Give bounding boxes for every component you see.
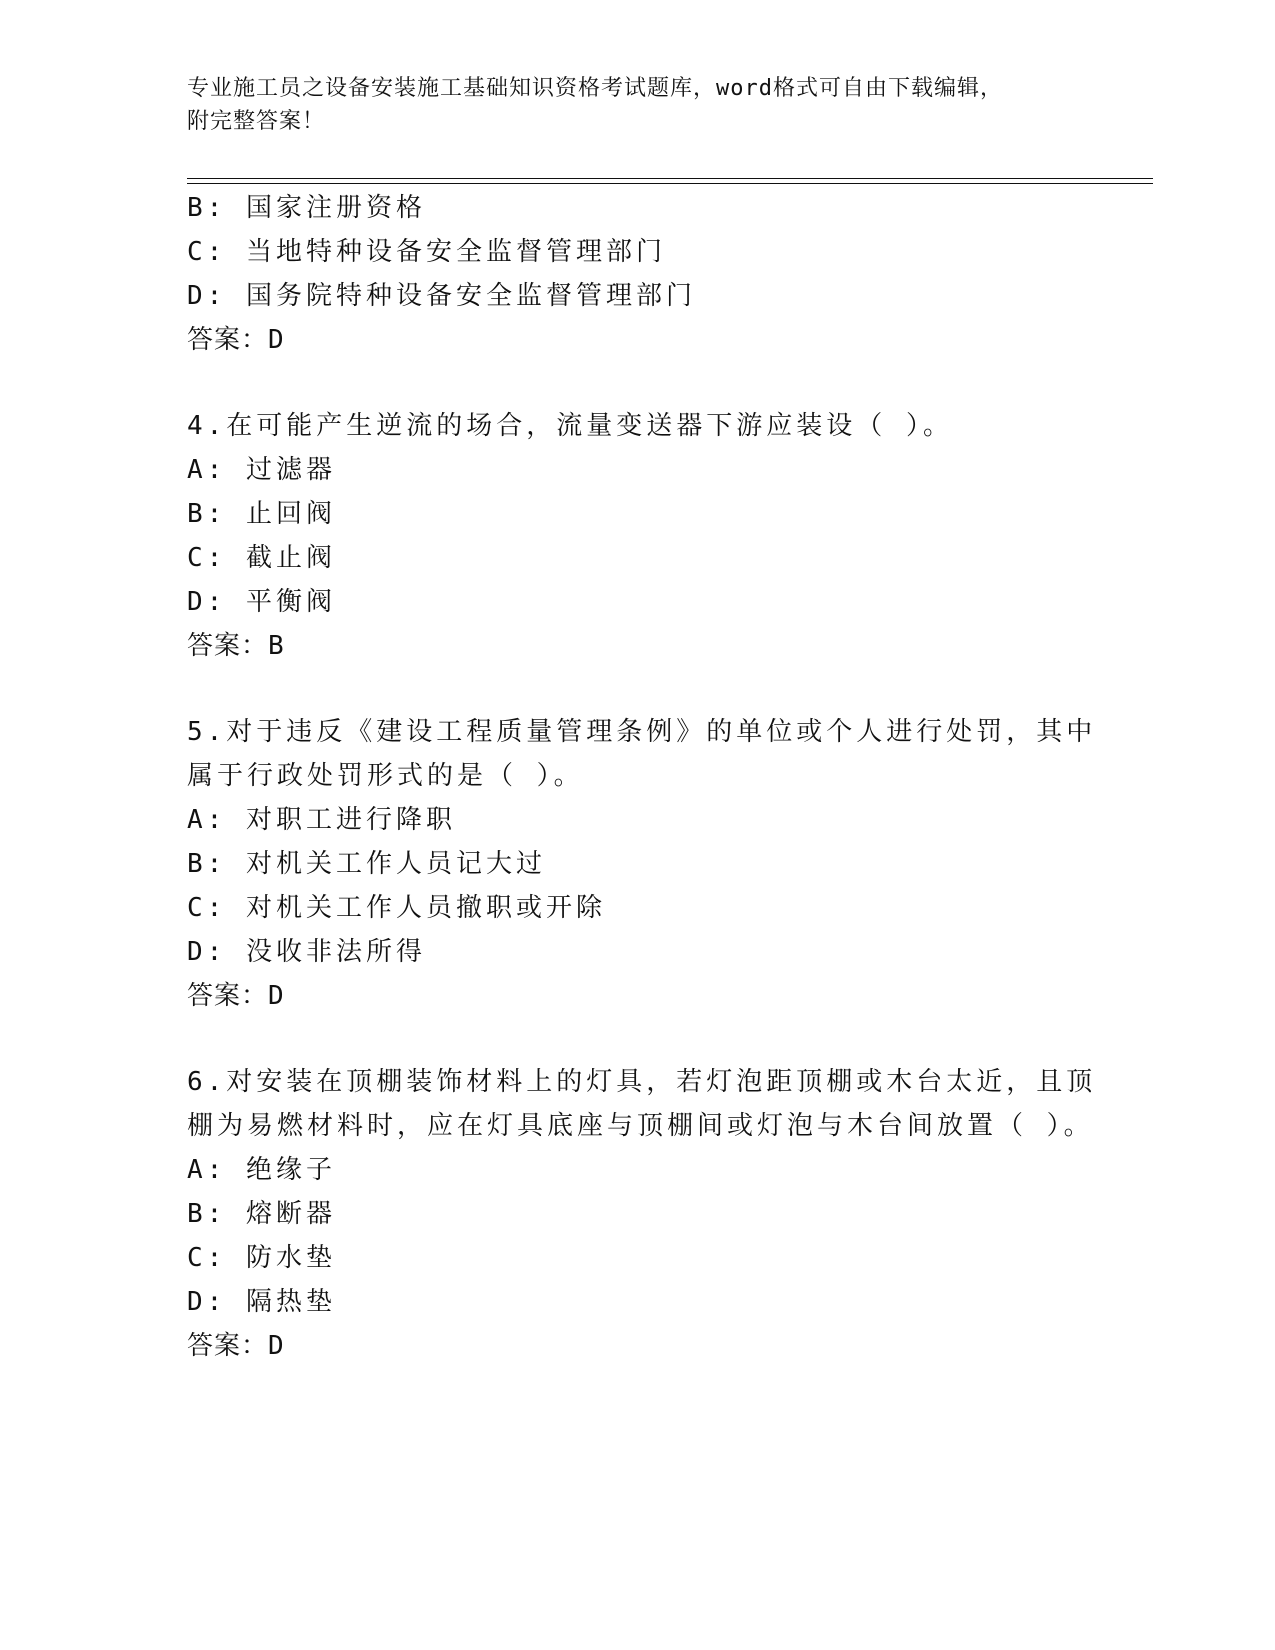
header-line-2: 附完整答案！ bbox=[187, 109, 326, 134]
q4-option-b: B: 止回阀 bbox=[187, 499, 336, 529]
q3-answer: 答案：D bbox=[187, 325, 285, 355]
header-line-1: 专业施工员之设备安装施工基础知识资格考试题库，word格式可自由下载编辑， bbox=[187, 76, 1003, 101]
q5-answer: 答案：D bbox=[187, 981, 285, 1011]
q6-option-a: A: 绝缘子 bbox=[187, 1155, 336, 1185]
q3-option-d: D: 国务院特种设备安全监督管理部门 bbox=[187, 281, 696, 311]
q6-option-d: D: 隔热垫 bbox=[187, 1287, 336, 1317]
q3-option-b: B: 国家注册资格 bbox=[187, 193, 426, 223]
q5-option-a: A: 对职工进行降职 bbox=[187, 805, 456, 835]
q5-question-line-2: 属于行政处罚形式的是（ ）。 bbox=[187, 761, 584, 791]
header-divider-top bbox=[187, 178, 1153, 179]
document-header bbox=[187, 72, 1067, 138]
q6-option-c: C: 防水垫 bbox=[187, 1243, 336, 1273]
q3-option-c: C: 当地特种设备安全监督管理部门 bbox=[187, 237, 666, 267]
q5-option-c: C: 对机关工作人员撤职或开除 bbox=[187, 893, 606, 923]
q6-question-line-2: 棚为易燃材料时，应在灯具底座与顶棚间或灯泡与木台间放置（ ）。 bbox=[187, 1111, 1094, 1141]
q4-answer: 答案：B bbox=[187, 631, 285, 661]
q5-question-line-1: 5.对于违反《建设工程质量管理条例》的单位或个人进行处罚，其中 bbox=[187, 717, 1097, 747]
q4-option-c: C: 截止阀 bbox=[187, 543, 336, 573]
q4-option-a: A: 过滤器 bbox=[187, 455, 336, 485]
q6-option-b: B: 熔断器 bbox=[187, 1199, 336, 1229]
header-divider-bottom bbox=[187, 183, 1153, 184]
q6-answer: 答案：D bbox=[187, 1331, 285, 1361]
q4-option-d: D: 平衡阀 bbox=[187, 587, 336, 617]
q6-question-line-1: 6.对安装在顶棚装饰材料上的灯具，若灯泡距顶棚或木台太近，且顶 bbox=[187, 1067, 1097, 1097]
q4-question: 4.在可能产生逆流的场合，流量变送器下游应装设（ ）。 bbox=[187, 411, 953, 441]
q5-option-d: D: 没收非法所得 bbox=[187, 937, 426, 967]
q5-option-b: B: 对机关工作人员记大过 bbox=[187, 849, 546, 879]
